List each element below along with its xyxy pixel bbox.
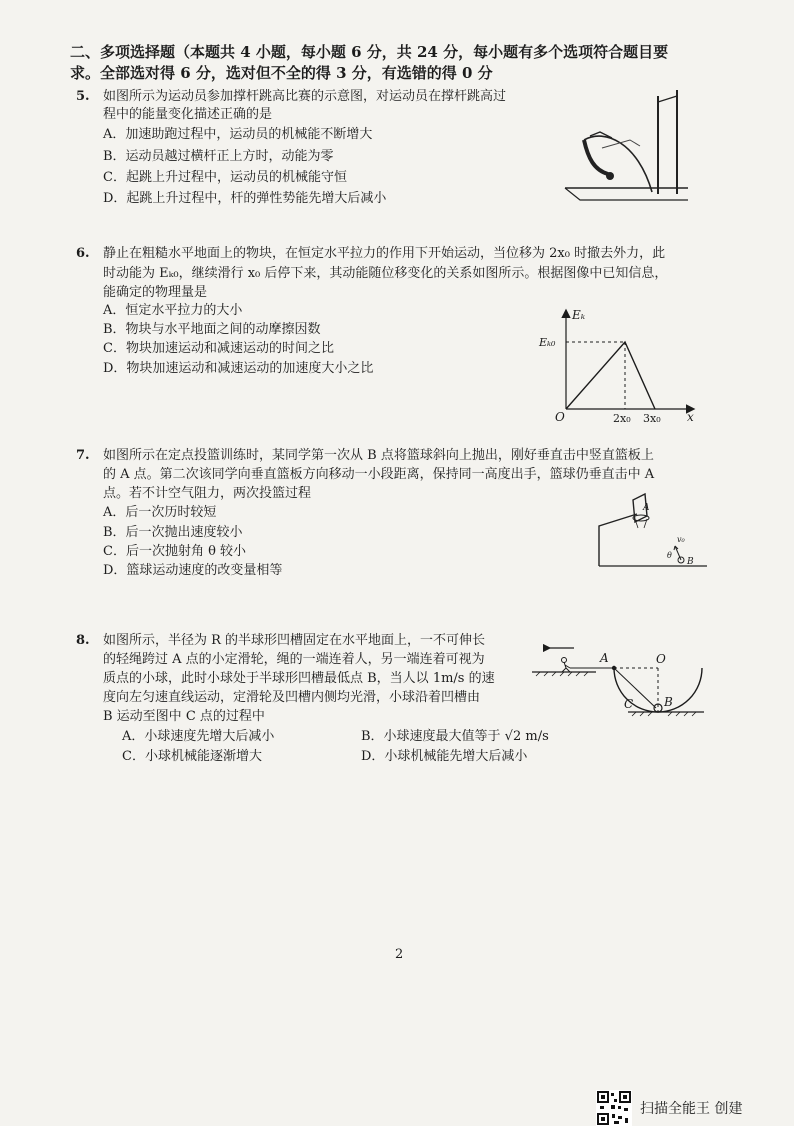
footer-watermark: 扫描全能王 创建 [640, 1101, 743, 1117]
q8-stem-1: 如图所示，半径为 R 的半球形凹槽固定在水平地面上，一不可伸长 [103, 633, 486, 648]
q5-stem-2: 程中的能量变化描述正确的是 [103, 107, 273, 122]
label-a: A [600, 651, 609, 665]
q8-number: 8. [76, 633, 90, 648]
basketball-figure [595, 488, 715, 573]
q7-stem-2: 的 A 点。第二次该同学向垂直篮板方向移动一小段距离，保持同一高度出手，篮球仍垂直击中 A [103, 467, 655, 482]
label-v0: v₀ [677, 535, 685, 544]
q5-stem-1: 如图所示为运动员参加撑杆跳高比赛的示意图，对运动员在撑杆跳高过 [103, 89, 507, 104]
graph-x-tick-2x0: 2x₀ [613, 412, 631, 425]
ek-x-graph [535, 305, 705, 425]
q7-number: 7. [76, 448, 90, 463]
q7-stem-1: 如图所示在定点投篮训练时，某同学第一次从 B 点将篮球斜向上抛出，刚好垂直击中竖直篮板上 [103, 448, 654, 463]
q6-option-a: A．恒定水平拉力的大小 [103, 303, 243, 318]
q5-option-a: A．加速助跑过程中，运动员的机械能不断增大 [103, 127, 373, 142]
graph-x-label: x [687, 410, 694, 424]
q6-option-c: C．物块加速运动和减速运动的时间之比 [103, 341, 334, 356]
q8-option-a: A．小球速度先增大后减小 [122, 729, 275, 744]
q6-number: 6. [76, 246, 90, 261]
q5-option-c: C．起跳上升过程中，运动员的机械能守恒 [103, 170, 347, 185]
graph-y-label: Eₖ [572, 308, 586, 322]
label-c: C [624, 697, 634, 711]
q6-stem-2: 时动能为 Eₖ₀，继续滑行 x₀ 后停下来，其动能随位移变化的关系如图所示。根据图像中已知信息， [103, 266, 668, 281]
section-title-line2: 求。全部选对得 6 分，选对但不全的得 3 分，有选错的得 0 分 [70, 64, 493, 82]
q6-option-d: D．物块加速运动和减速运动的加速度大小之比 [103, 361, 374, 376]
label-b: B [664, 695, 673, 709]
q8-stem-5: B 运动至图中 C 点的过程中 [103, 709, 265, 724]
hemisphere-groove-figure [528, 638, 728, 723]
q8-stem-3: 质点的小球，此时小球处于半球形凹槽最低点 B，当人以 1m/s 的速 [103, 671, 495, 686]
q7-option-a: A．后一次历时较短 [103, 505, 217, 520]
q8-stem-4: 度向左匀速直线运动，定滑轮及凹槽内侧均光滑，小球沿着凹槽由 [103, 690, 481, 705]
label-theta: θ [667, 551, 672, 560]
q8-stem-2: 的轻绳跨过 A 点的小定滑轮，绳的一端连着人，另一端连着可视为 [103, 652, 485, 667]
q7-option-c: C．后一次抛射角 θ 较小 [103, 544, 247, 559]
q5-number: 5. [76, 89, 90, 104]
q8-option-b: B．小球速度最大值等于 √2 m/s [361, 729, 549, 744]
q8-option-d: D．小球机械能先增大后减小 [361, 749, 528, 764]
q7-option-d: D．篮球运动速度的改变量相等 [103, 563, 283, 578]
graph-y-tick: Eₖ₀ [539, 336, 556, 349]
q8-option-c: C．小球机械能逐渐增大 [122, 749, 262, 764]
label-b: B [687, 557, 694, 567]
graph-origin: O [555, 410, 565, 424]
q5-option-d: D．起跳上升过程中，杆的弹性势能先增大后减小 [103, 191, 387, 206]
label-o: O [656, 652, 666, 666]
ek-curve [566, 342, 655, 409]
q7-option-b: B．后一次抛出速度较小 [103, 525, 243, 540]
page-number: 2 [395, 947, 404, 962]
qr-code-icon [596, 1090, 632, 1126]
pole-vault-figure [560, 88, 695, 208]
section-title-line1: 二、多项选择题（本题共 4 小题，每小题 6 分，共 24 分，每小题有多个选项符合题目要 [70, 43, 669, 61]
label-a: A [643, 503, 650, 513]
q7-stem-3: 点。若不计空气阻力，两次投篮过程 [103, 486, 312, 501]
q6-option-b: B．物块与水平地面之间的动摩擦因数 [103, 322, 321, 337]
q6-stem-1: 静止在粗糙水平地面上的物块，在恒定水平拉力的作用下开始运动，当位移为 2x₀ 时撤去外力，此 [103, 246, 666, 261]
q6-stem-3: 能确定的物理量是 [103, 285, 208, 300]
graph-x-tick-3x0: 3x₀ [643, 412, 661, 425]
q5-option-b: B．运动员越过横杆正上方时，动能为零 [103, 149, 334, 164]
